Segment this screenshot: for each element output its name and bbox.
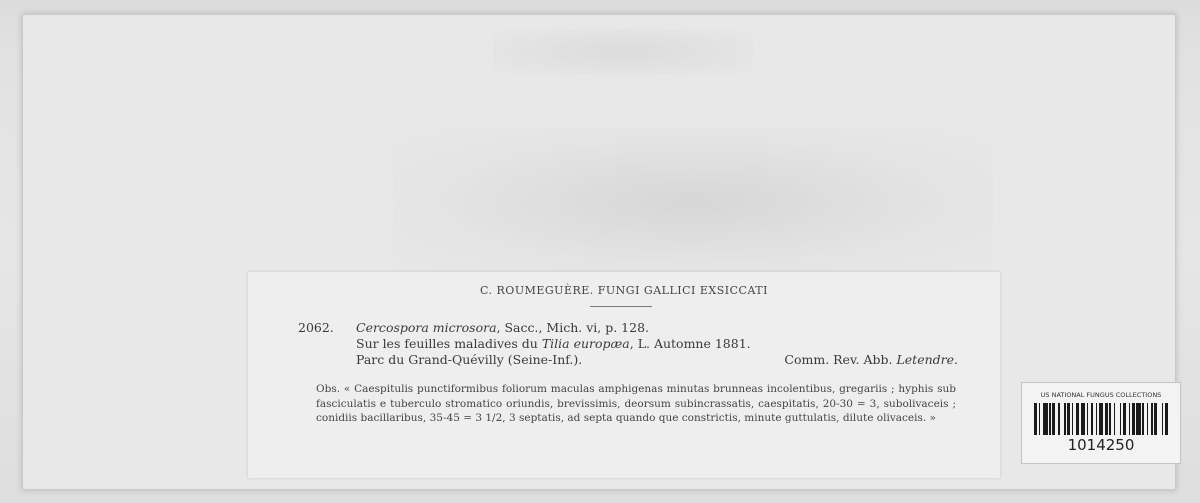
barcode-caption: US NATIONAL FUNGUS COLLECTIONS [1040,391,1162,399]
species-name: Cercospora microsora [356,320,497,335]
obs-description: Caespitulis punctiformibus foliorum maculas amphigenas minutas brunneas incolentibus, gregariis ; hyphis sub fasciculatis e tuberculo stromatico oriundis, brevissimis, deorsum subincrassatis, caespitatis, 20-30 = 3, subolivaceis ; conidiis bacillaribus, 35-45 = 3 1/2, 3 septatis, ad septa quando que constrictis, minute guttulatis, dilute olivaceis. » [316,383,956,424]
show-through-shadow [493,29,753,75]
habitat-suffix: , L. Automne 1881. [629,336,751,351]
barcode-number: 1014250 [1067,436,1135,454]
exsiccata-number: 2062. [298,320,334,335]
specimen-shadow [393,127,993,277]
title-divider [590,306,652,307]
exsiccata-label [248,272,1000,478]
species-line [298,320,958,336]
collector-prefix: Comm. Rev. Abb. [784,352,897,367]
label-title: C. ROUMEGUÈRE. FUNGI GALLICI EXSICCATI [480,284,768,297]
barcode-bar [1168,403,1170,435]
locality: Parc du Grand-Quévilly (Seine-Inf.). [356,352,583,367]
habitat-line [298,336,958,352]
habitat-prefix: Sur les feuilles maladives du [356,336,542,351]
label-entry [298,320,958,368]
collector-name: Letendre. [896,352,958,367]
barcode-label [1021,382,1181,464]
host-name: Tilia europæa [541,336,630,351]
locality-line [298,352,958,368]
barcode-bars [1034,403,1170,435]
observation-text: Obs. « Caespitulis punctiformibus foliorum maculas amphigenas minutas brunneas incolentibus, gregariis ; hyphis sub fasciculatis e tuberculo stromatico oriundis, brevissimis, deorsum subincrassatis, caespitatis, 20-30 = 3, subolivaceis ; conidiis bacillaribus, 35-45 = 3 1/2, 3 septatis, ad septa quando que constrictis, minute guttulatis, dilute olivaceis. » [316,383,956,424]
obs-label: Obs. [316,383,341,395]
collector-line [784,352,958,368]
species-citation: , Sacc., Mich. vi, p. 128. [496,320,649,335]
